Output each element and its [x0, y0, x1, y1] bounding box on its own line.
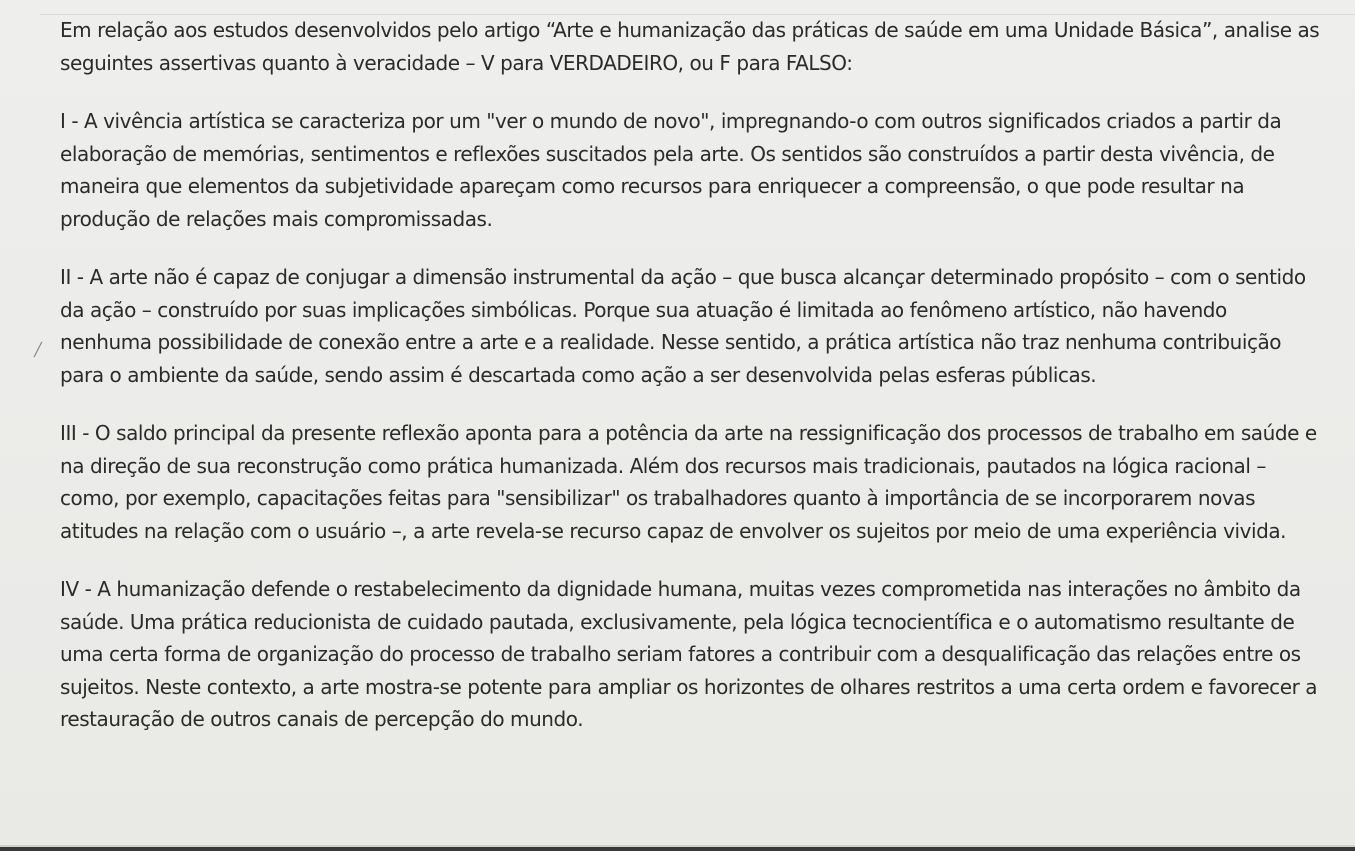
assertion-ii: II - A arte não é capaz de conjugar a dimensão instrumental da ação – que busca alcançar determinado propósito – com o sentido da ação – construído por suas implicações simbólicas. Porque sua atuação é limitada ao fenômeno artístico, não havendo nenhuma possibilidade de conexão entre a arte e a realidade. Nesse sentido, a prática artística não traz nenhuma contribuição para o ambiente da saúde, sendo assim é descartada como ação a ser desenvolvida pelas esferas públicas.: [60, 265, 1306, 387]
question-intro: Em relação aos estudos desenvolvidos pelo artigo “Arte e humanização das práticas de saúde em uma Unidade Básica”, analise as seguintes assertivas quanto à veracidade – V para VERDADEIRO, ou F para FALSO:: [60, 18, 1320, 75]
assertion-iv: IV - A humanização defende o restabelecimento da dignidade humana, muitas vezes comprometida nas interações no âmbito da saúde. Uma prática reducionista de cuidado pautada, exclusivamente, pela lógica tecnocientífica e o automatismo resultante de uma certa forma de organização do processo de trabalho seriam fatores a contribuir com a desqualificação das relações entre os sujeitos. Neste contexto, a arte mostra-se potente para ampliar os horizontes de olhares restritos a uma certa ordem e favorecer a restauração de outros canais de percepção do mundo.: [60, 577, 1318, 731]
question-body: [60, 14, 1345, 762]
assertion-i: I - A vivência artística se caracteriza por um "ver o mundo de novo", impregnando-o com outros significados criados a partir da elaboração de memórias, sentimentos e reflexões suscitados pela arte. Os sentidos são construídos a partir desta vivência, de maneira que elementos da subjetividade apareçam como recursos para enriquecer a compreensão, o que pode resultar na produção de relações mais compromissadas.: [60, 109, 1282, 231]
screen-bezel: [0, 847, 1355, 851]
pen-mark: ╱: [34, 343, 42, 358]
assertion-iii: III - O saldo principal da presente reflexão aponta para a potência da arte na ressignificação dos processos de trabalho em saúde e na direção de sua reconstrução como prática humanizada. Além dos recursos mais tradicionais, pautados na lógica racional – como, por exemplo, capacitações feitas para "sensibilizar" os trabalhadores quanto à importância de se incorporarem novas atitudes na relação com o usuário –, a arte revela-se recurso capaz de envolver os sujeitos por meio de uma experiência vivida.: [60, 421, 1317, 543]
